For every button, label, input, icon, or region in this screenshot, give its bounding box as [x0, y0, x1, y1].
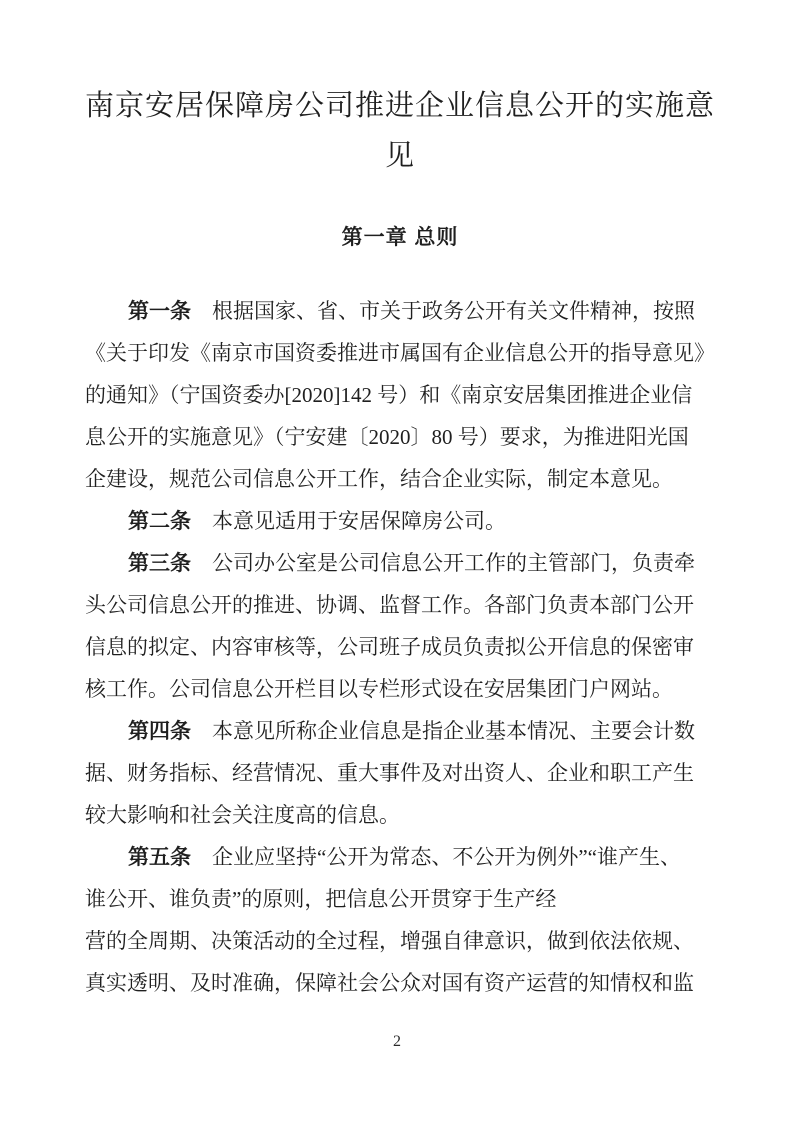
text-run: 本意见适用于安居保障房公司。 — [191, 509, 506, 533]
text-line — [85, 542, 715, 584]
text-line — [85, 626, 715, 668]
text-line — [85, 500, 715, 542]
text-run: 企业应坚持“公开为常态、不公开为例外”“谁产生、 — [191, 845, 681, 869]
article-number-label: 第五条 — [128, 846, 191, 869]
text-run: 企建设，规范公司信息公开工作，结合企业实际，制定本意见。 — [85, 467, 673, 491]
article-number-label: 第二条 — [128, 510, 191, 533]
text-line — [85, 836, 715, 878]
text-line — [85, 290, 715, 332]
text-run: 核工作。公司信息公开栏目以专栏形式设在安居集团门户网站。 — [85, 677, 673, 701]
text-run: 据、财务指标、经营情况、重大事件及对出资人、企业和职工产生 — [85, 761, 694, 785]
text-run: 信息的拟定、内容审核等，公司班子成员负责拟公开信息的保密审 — [85, 635, 694, 659]
title-line: 见 — [384, 140, 415, 172]
text-run: 头公司信息公开的推进、协调、监督工作。各部门负责本部门公开 — [85, 593, 694, 617]
text-run: 谁公开、谁负责”的原则，把信息公开贯穿于生产经 — [85, 887, 557, 911]
text-line — [85, 794, 715, 836]
text-line — [85, 374, 715, 416]
text-run: 公司办公室是公司信息公开工作的主管部门，负责牵 — [191, 551, 695, 575]
text-run: 的通知》（宁国资委办[2020]142 号）和《南京安居集团推进企业信 — [85, 383, 693, 407]
text-run: 真实透明、及时准确，保障社会公众对国有资产运营的知情权和监 — [85, 971, 694, 995]
text-line — [85, 962, 715, 1004]
text-run: 息公开的实施意见》（宁安建〔2020〕80 号）要求，为推进阳光国 — [85, 425, 689, 449]
text-line — [85, 878, 715, 920]
text-run: 根据国家、省、市关于政务公开有关文件精神，按照 — [191, 299, 695, 323]
chapter-heading: 第一章 总则 — [341, 226, 459, 249]
text-line — [85, 332, 715, 374]
text-run: 本意见所称企业信息是指企业基本情况、主要会计数 — [191, 719, 695, 743]
text-line — [85, 920, 715, 962]
article-number-label: 第一条 — [128, 300, 191, 323]
document-title — [85, 81, 715, 181]
text-line — [85, 752, 715, 794]
text-line — [85, 584, 715, 626]
article-number-label: 第四条 — [128, 720, 191, 743]
text-line — [85, 416, 715, 458]
article-number-label: 第三条 — [128, 552, 191, 575]
document-body — [85, 290, 715, 1004]
text-line — [85, 710, 715, 752]
title-line: 南京安居保障房公司推进企业信息公开的实施意 — [85, 90, 716, 122]
text-line — [85, 668, 715, 710]
text-run: 较大影响和社会关注度高的信息。 — [85, 803, 400, 827]
text-line — [85, 458, 715, 500]
page-number: 2 — [393, 1033, 401, 1050]
text-run: 《关于印发《南京市国资委推进市属国有企业信息公开的指导意见》 — [85, 341, 715, 365]
text-run: 营的全周期、决策活动的全过程，增强自律意识，做到依法依规、 — [85, 929, 694, 953]
